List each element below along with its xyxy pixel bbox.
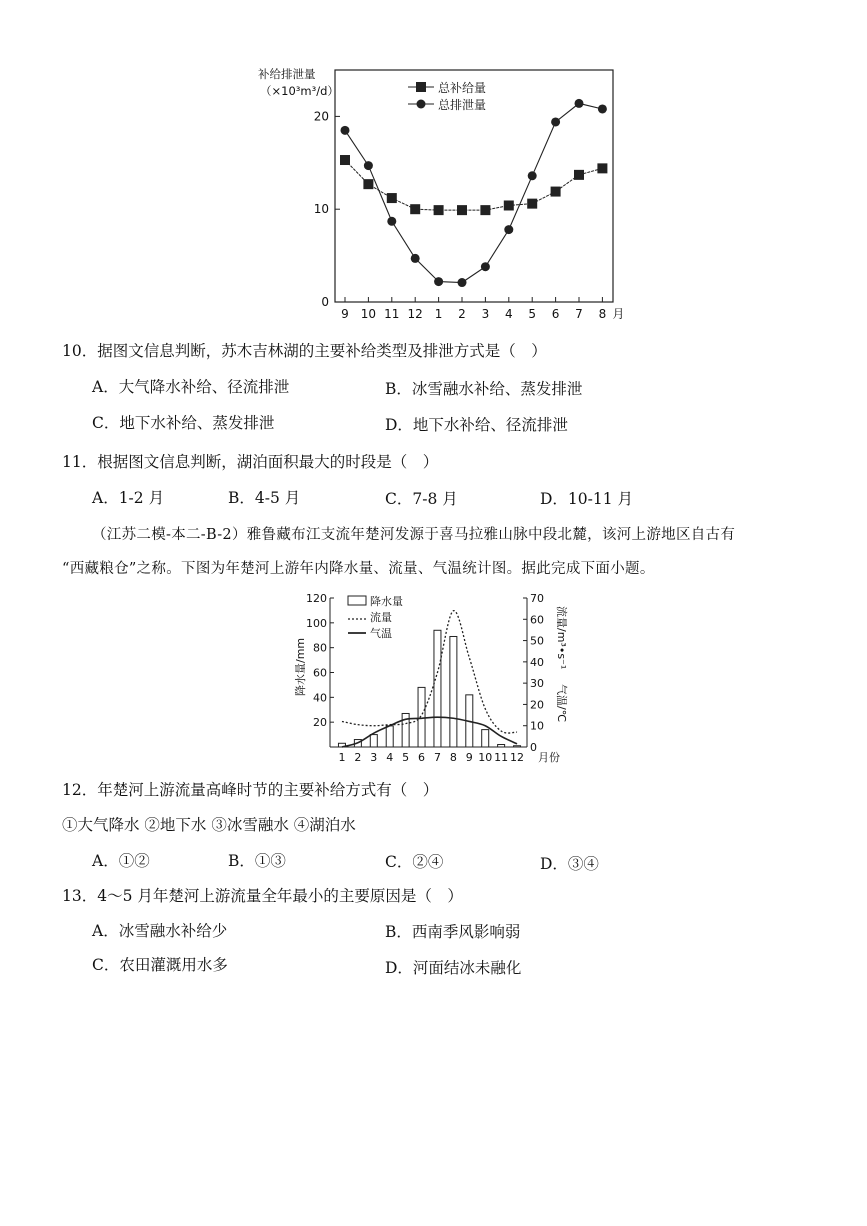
- chart2-ytick-right-label: 60: [530, 613, 544, 627]
- precip-bar: [482, 730, 489, 747]
- chart2-ytick-right-label: 40: [530, 655, 544, 669]
- q11-option-b[interactable]: B．4-5 月: [228, 489, 301, 507]
- q10-stem: 10．据图文信息判断，苏木吉林湖的主要补给类型及排泄方式是（ ）: [62, 342, 547, 360]
- chart2-ytick-left-label: 20: [313, 716, 327, 730]
- legend-bar-swatch: [348, 596, 366, 605]
- chart1-legend: [408, 80, 486, 112]
- legend-label-temp: 气温: [370, 627, 392, 640]
- legend-label-discharge: 总排泄量: [438, 98, 487, 112]
- q11-option-c[interactable]: C．7-8 月: [385, 490, 458, 508]
- recharge-point: [457, 205, 467, 215]
- q12-option-d[interactable]: D．③④: [540, 855, 599, 873]
- recharge-point: [551, 187, 561, 197]
- chart2-ytick-right-label: 30: [530, 677, 544, 691]
- chart2-legend: [348, 594, 403, 640]
- discharge-line: [345, 103, 602, 282]
- recharge-point: [597, 163, 607, 173]
- intro-line-1: （江苏二模-本二-B-2）雅鲁藏布江支流年楚河发源于喜马拉雅山脉中段北麓，该河上游地区自古有: [92, 527, 736, 543]
- chart2-ylabel-right: 流量/m³•s⁻¹: [555, 606, 568, 670]
- discharge-point: [434, 277, 443, 286]
- discharge-point: [341, 126, 350, 135]
- q13-option-d[interactable]: D．河面结冰未融化: [385, 959, 522, 977]
- chart2-xtick-label: 5: [402, 751, 410, 764]
- discharge-point: [364, 161, 373, 170]
- legend-circle-marker: [417, 100, 426, 109]
- chart2-ytick-left-label: 80: [313, 641, 327, 655]
- precip-bar: [514, 746, 521, 747]
- chart1-xtick-label: 6: [551, 307, 560, 321]
- q11-stem: 11．根据图文信息判断，湖泊面积最大的时段是（ ）: [62, 453, 439, 471]
- q10-option-b[interactable]: B．冰雪融水补给、蒸发排泄: [385, 380, 583, 398]
- flow-line: [342, 611, 517, 733]
- q13-option-b[interactable]: B．西南季风影响弱: [385, 923, 521, 941]
- q12-stem: 12．年楚河上游流量高峰时节的主要补给方式有（ ）: [62, 781, 439, 799]
- chart1-ytick-label: 10: [313, 202, 329, 217]
- chart1-ylabel: 补给排泄量: [258, 67, 316, 81]
- precip-bar: [386, 726, 393, 747]
- chart2-xtick-label: 11: [494, 751, 509, 764]
- chart1-xtick-label: 1: [434, 307, 443, 321]
- chart2-xtick-label: 8: [449, 751, 457, 764]
- chart1-ytick-label: 20: [313, 109, 329, 124]
- chart1-xtick-label: 10: [360, 307, 377, 321]
- discharge-point: [481, 262, 490, 271]
- chart2-ytick-right-label: 0: [530, 741, 537, 754]
- chart1-xtick-label: 4: [504, 307, 513, 321]
- discharge-point: [458, 278, 467, 287]
- recharge-point: [434, 205, 444, 215]
- chart2-ytick-right-label: 20: [530, 698, 544, 712]
- recharge-point: [387, 193, 397, 203]
- q10-option-d[interactable]: D．地下水补给、径流排泄: [385, 416, 568, 434]
- q12-choices: ①大气降水 ②地下水 ③冰雪融水 ④湖泊水: [62, 816, 356, 834]
- recharge-point: [363, 179, 373, 189]
- discharge-point: [528, 171, 537, 180]
- chart2-ylabel-right2: 气温/℃: [555, 684, 568, 723]
- q13-option-c[interactable]: C．农田灌溉用水多: [92, 956, 228, 974]
- q12-option-c[interactable]: C．②④: [385, 853, 444, 871]
- q13-stem: 13．4～5 月年楚河上游流量全年最小的主要原因是（ ）: [62, 887, 463, 905]
- chart2-ytick-left-label: 60: [313, 666, 327, 680]
- discharge-point: [411, 254, 420, 263]
- legend-square-marker: [416, 82, 426, 92]
- chart1-xtick-label: 3: [481, 307, 490, 321]
- nianchu-river-chart: [290, 588, 590, 770]
- chart1-xtick-label: 12: [407, 307, 423, 321]
- recharge-point: [410, 204, 420, 214]
- q12-option-b[interactable]: B．①③: [228, 852, 286, 870]
- chart2-ytick-left-label: 100: [306, 616, 327, 630]
- chart2-xtick-label: 4: [386, 751, 394, 764]
- precip-bar: [450, 636, 457, 747]
- discharge-point: [504, 225, 513, 234]
- chart2-xtick-label: 3: [370, 751, 378, 764]
- chart1-xtick-label: 9: [341, 307, 349, 321]
- chart2-ylabel-left: 降水量/mm: [294, 637, 307, 696]
- recharge-point: [504, 200, 514, 210]
- chart2-ytick-left-label: 120: [306, 592, 327, 605]
- chart1-xtick-label: 2: [458, 307, 466, 321]
- chart2-xtick-label: 12: [510, 751, 525, 764]
- q11-option-d[interactable]: D．10-11 月: [540, 490, 634, 508]
- recharge-point: [527, 199, 537, 209]
- temperature-line: [342, 717, 517, 747]
- chart2-xunit: 月份: [538, 751, 560, 764]
- chart1-xtick-label: 7: [575, 307, 583, 321]
- chart2-xtick-label: 7: [433, 751, 441, 764]
- chart2-ytick-right-label: 50: [530, 634, 544, 648]
- legend-label-precip: 降水量: [370, 595, 403, 608]
- recharge-point: [480, 205, 490, 215]
- precip-bar: [418, 687, 425, 747]
- discharge-point: [387, 217, 396, 226]
- chart1-xtick-label: 5: [528, 307, 537, 321]
- chart2-ytick-right-label: 70: [530, 592, 544, 605]
- precip-bar: [434, 630, 441, 747]
- chart1-xunit: 月: [612, 307, 625, 321]
- legend-label-flow: 流量: [370, 611, 392, 624]
- intro-line-2: “西藏粮仓”之称。下图为年楚河上游年内降水量、流量、气温统计图。据此完成下面小题。: [62, 561, 655, 577]
- legend-label-recharge: 总补给量: [438, 81, 487, 95]
- discharge-point: [598, 104, 607, 113]
- recharge-point: [574, 170, 584, 180]
- q10-option-c[interactable]: C．地下水补给、蒸发排泄: [92, 414, 275, 432]
- recharge-point: [340, 155, 350, 165]
- q10-option-a[interactable]: A．大气降水补给、径流排泄: [92, 378, 290, 396]
- recharge-discharge-chart: [250, 60, 625, 330]
- q11-option-a[interactable]: A．1-2 月: [92, 489, 165, 507]
- chart2-xtick-label: 9: [465, 751, 473, 764]
- precip-bar: [498, 745, 505, 747]
- discharge-point: [575, 99, 584, 108]
- chart1-xtick-label: 8: [598, 307, 607, 321]
- discharge-point: [551, 117, 560, 126]
- chart2-ytick-right-label: 10: [530, 719, 544, 733]
- q12-option-a[interactable]: A．①②: [92, 852, 150, 870]
- precip-bar: [370, 735, 377, 747]
- chart1-ytick-label: 0: [321, 295, 329, 309]
- chart2-ytick-left-label: 40: [313, 691, 327, 705]
- chart2-xtick-label: 1: [338, 751, 346, 764]
- chart1-xtick-label: 11: [384, 307, 400, 321]
- chart2-xtick-label: 6: [418, 751, 426, 764]
- chart2-xtick-label: 2: [354, 751, 362, 764]
- chart2-xtick-label: 10: [478, 751, 493, 764]
- q13-option-a[interactable]: A．冰雪融水补给少: [92, 922, 228, 940]
- chart1-yunit: （×10³m³/d）: [260, 84, 339, 98]
